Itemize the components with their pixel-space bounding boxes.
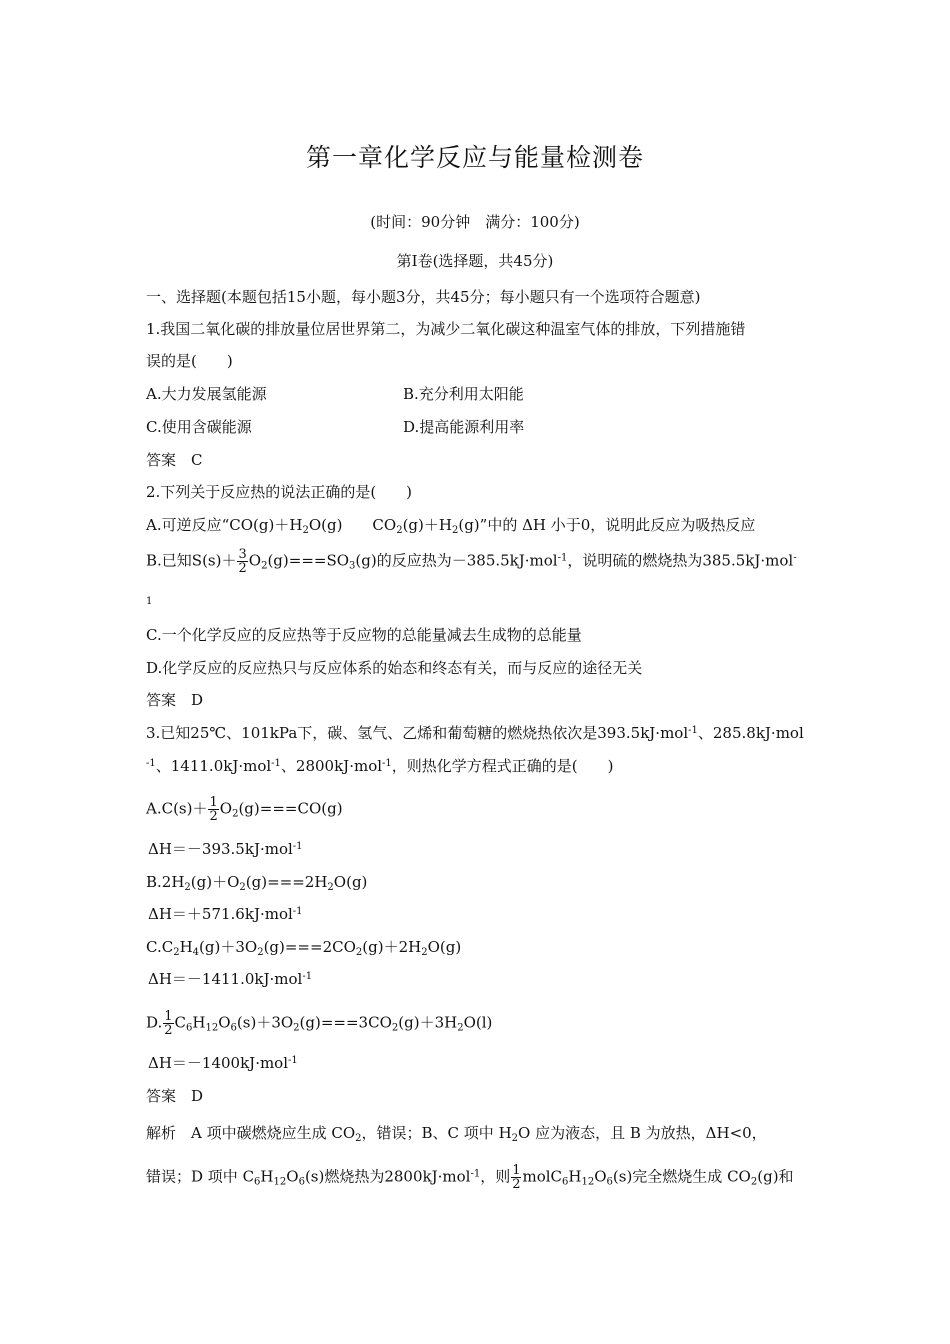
fraction-one-half: $\frac{1}{2}$ (209, 795, 218, 824)
q1-option-a: A.大力发展氢能源 (146, 385, 267, 403)
q1-option-d: D.提高能源利用率 (403, 418, 525, 436)
q2-option-d: D.化学反应的反应热只与反应体系的始态和终态有关，而与反应的途径无关 (146, 659, 643, 677)
exam-meta: (时间：90分钟 满分：100分) (370, 213, 580, 231)
q3-explanation-line2: 错误；D 项中 $C_6H_{12}O_6(s)$燃烧热为2800kJ·mol$^{-1}$，则 $\frac{1}{2}$ $molC_6H_{12}O_6(s)$完全燃烧生成 $CO_2(g)$和 (146, 1163, 794, 1192)
q2-option-c: C.一个化学反应的反应热等于反应物的总能量减去生成物的总能量 (146, 626, 582, 644)
q3-explanation-line1: 解析 A 项中碳燃烧应生成 $CO_2$，错误；B、C 项中 $H_2O$ 应为液态，且 B 为放热，ΔH<0， (146, 1124, 767, 1144)
fraction-one-half: $\frac{1}{2}$ (512, 1163, 521, 1192)
q3-stem-line1: 3.已知25℃、101kPa下，碳、氢气、乙烯和葡萄糖的燃烧热依次是393.5kJ·mol$^{-1}$、285.8kJ·mol (146, 724, 804, 742)
q2-option-a: A.可逆反应“$CO(g)+H_2O(g)$ $CO_2(g)+H_2(g)$”中的 ΔH 小于0，说明此反应为吸热反应 (146, 516, 756, 536)
page-title: 第一章化学反应与能量检测卷 (305, 143, 644, 172)
q2-option-b: B.已知S(s)＋ $\frac{3}{2}$ $O_2(g)===SO_3(g)$的反应热为－385.5kJ·mol$^{-1}$，说明硫的燃烧热为385.5kJ·mol- (146, 547, 797, 576)
q3-option-b: $B.2H_2(g)+O_2(g)===2H_2O(g)$ (146, 873, 368, 893)
q2-answer: 答案 D (146, 691, 204, 709)
q3-option-c: $C.C_2H_4(g)+3O_2(g)===2CO_2(g)+2H_2O(g)$ (146, 938, 462, 958)
q1-answer: 答案 C (146, 451, 203, 469)
fraction-three-halves: $\frac{3}{2}$ (238, 547, 247, 576)
q3-option-a-dh: ΔH＝－393.5kJ·mol$^{-1}$ (148, 840, 303, 858)
q3-option-d: D. $\frac{1}{2}$ $C_6H_{12}O_6(s)+3O_2(g)===3CO_2(g)+3H_2O(l)$ (146, 1009, 493, 1038)
q2-stem: 2.下列关于反应热的说法正确的是( ) (146, 483, 413, 501)
q3-option-d-dh: ΔH＝－1400kJ·mol$^{-1}$ (148, 1054, 298, 1072)
q3-option-b-dh: ΔH＝＋571.6kJ·mol$^{-1}$ (148, 905, 303, 923)
part-heading: 第Ⅰ卷(选择题，共45分) (396, 252, 554, 270)
q3-option-c-dh: ΔH＝－1411.0kJ·mol$^{-1}$ (148, 970, 313, 988)
fraction-one-half: $\frac{1}{2}$ (164, 1009, 173, 1038)
section-heading: 一、选择题(本题包括15小题，每小题3分，共45分；每小题只有一个选项符合题意) (146, 288, 701, 306)
q3-answer: 答案 D (146, 1087, 204, 1105)
q1-option-c: C.使用含碳能源 (146, 418, 252, 436)
q3-option-a: A.C(s)＋ $\frac{1}{2}$ $O_2(g)===CO(g)$ (146, 795, 343, 824)
q3-stem-line2: $^{-1}$、1411.0kJ·mol$^{-1}$、2800kJ·mol$^{-1}$，则热化学方程式正确的是( ) (146, 757, 614, 775)
q1-stem-line1: 1.我国二氧化碳的排放量位居世界第二，为减少二氧化碳这种温室气体的排放，下列措施错 (146, 320, 746, 338)
q1-stem-line2: 误的是( ) (146, 352, 233, 370)
q2-option-b-cont: 1 (146, 596, 153, 607)
q1-option-b: B.充分利用太阳能 (403, 385, 524, 403)
